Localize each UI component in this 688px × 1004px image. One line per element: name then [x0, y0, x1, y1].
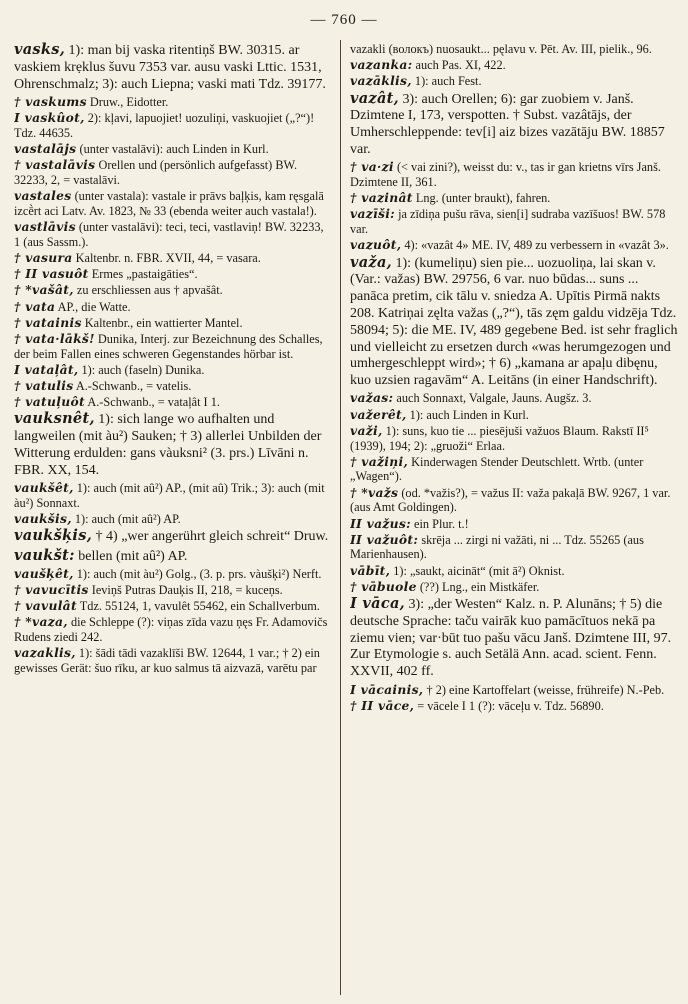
entry-body: (unter vastala): vastale ir prāvs baļķis, kam ręsgalā izcḕrt aci Latv. Av. 1823, № 33 (ebenda weiter auch vastala!).	[14, 189, 324, 218]
entry-headword: vaukšis,	[14, 511, 72, 527]
entry-headword: vaušķêt,	[14, 565, 74, 581]
entry-body: (??) Lng., ein Mistkäfer.	[416, 579, 540, 594]
entry-headword: vazaklis,	[14, 645, 76, 661]
entry-headword: † II vasuôt	[14, 266, 89, 282]
entry-headword: vaukšķis,	[14, 527, 93, 545]
entry-headword: † vastalāvis	[14, 157, 96, 173]
dictionary-entry	[14, 251, 332, 266]
dictionary-entry	[14, 316, 332, 331]
entry-headword: † vatulis	[14, 378, 74, 394]
dictionary-entry	[350, 408, 678, 423]
dictionary-entry	[350, 596, 678, 681]
dictionary-entry	[14, 300, 332, 315]
dictionary-entry	[350, 683, 678, 698]
dictionary-entry	[14, 528, 332, 546]
dictionary-entry	[350, 238, 678, 253]
dictionary-entry	[14, 363, 332, 378]
dictionary-entry	[14, 220, 332, 249]
entry-body: skrēja ... zirgi ni važāti, ni ... Tdz. 55265 (aus Marienhausen).	[350, 532, 644, 562]
entry-headword: † vata·lākš!	[14, 330, 95, 346]
dictionary-entry	[350, 207, 678, 236]
entry-headword: † vazinât	[350, 190, 413, 206]
dictionary-entry	[14, 142, 332, 157]
dictionary-entry	[350, 699, 678, 714]
dictionary-entry	[350, 564, 678, 579]
dictionary-entry	[14, 548, 332, 566]
entry-body: die Schleppe (?): viņas zīda vazu ņęs Fr. Adamovičs Rudens ziedi 242.	[14, 615, 328, 645]
entry-body: Dunika, Interj. zur Bezeichnung des Schalles, der beim Fallen eines schweren Gegenstandes hörbar ist.	[14, 331, 323, 361]
dictionary-entry	[14, 583, 332, 598]
entry-body: Orellen und (persönlich aufgefasst) BW. 32233, 2, = vastalāvi.	[14, 158, 298, 187]
entry-headword: I vācainis,	[350, 681, 424, 697]
entry-body: Kinderwagen Stender Deutschlett. Wrtb. (unter „Wagen“).	[350, 454, 644, 484]
entry-body: (< vai zini?), weisst du: v., tas ir gan krietns vīrs Janš. Dzimtene II, 361.	[350, 160, 661, 189]
column-divider	[340, 40, 341, 995]
entry-body: 1): man bij vaska ritentiņš BW. 30315. ar vaskiem krẹklus šuvu 7353 var. ausu vaski Lttic. 1531, Ohrenschmalz; 3): auch Liepna; vaski mati Tdz. 39177.	[14, 43, 326, 92]
entry-body: ein Plur. t.!	[410, 516, 469, 531]
entry-headword: vābīt,	[350, 562, 391, 578]
entry-headword: I vaskûot,	[14, 110, 85, 126]
entry-body: 2): kļavi, lapuojiet! uozuliņi, vaskuojiet („?“)! Tdz. 44635.	[14, 111, 315, 140]
entry-body: 1): sich lange wo aufhalten und langweilen (mit àu²) Sauken; † 3) allerlei Unbilden der Witterung erdulden: gans vàuksni² (3. prs.) Līvāni n. FBR. XX, 154.	[14, 412, 322, 478]
entry-body: (unter vastalāvi): teci, teci, vastlaviņ! BW. 32233, 1 (aus Sassm.).	[14, 220, 324, 249]
entry-body: auch Sonnaxt, Valgale, Jauns. Augšz. 3.	[393, 391, 592, 406]
dictionary-entry	[14, 599, 332, 614]
entry-body: Kaltenbr., ein wattierter Mantel.	[81, 315, 243, 330]
dictionary-entry	[350, 580, 678, 595]
entry-body: 1): auch (mit àu²) Golg., (3. p. prs. vàušķi²) Nerft.	[73, 566, 322, 581]
entry-headword: † vatuļuôt	[14, 394, 85, 410]
dictionary-entry	[14, 111, 332, 140]
entry-body: = vācele I 1 (?): vāceļu v. Tdz. 56890.	[414, 698, 604, 713]
entry-headword: vaukšt:	[14, 546, 75, 564]
entry-headword: † vābuole	[350, 578, 417, 594]
entry-headword: važi,	[350, 422, 383, 438]
entry-headword: važerêt,	[350, 406, 407, 422]
entry-headword: vazāklis,	[350, 73, 412, 89]
entry-headword: † *vašât,	[14, 282, 74, 298]
entry-body: Lng. (unter braukt), fahren.	[412, 191, 551, 206]
dictionary-entry	[350, 42, 678, 57]
entry-body: 1): auch Fest.	[411, 74, 482, 89]
entry-headword: † II vāce,	[350, 697, 415, 713]
entry-headword: † vasura	[14, 249, 73, 265]
entry-body: 4): «vazât 4» ME. IV, 489 zu verbessern in «vazât 3».	[401, 238, 669, 253]
entry-body: zu erschliessen aus † apvašât.	[73, 283, 223, 298]
dictionary-entry	[350, 91, 678, 159]
entry-body: AP., die Watte.	[55, 299, 131, 314]
entry-headword: † važiņi,	[350, 453, 409, 469]
dictionary-entry	[14, 332, 332, 361]
dictionary-entry	[350, 58, 678, 73]
entry-headword: II važuôt:	[350, 531, 419, 547]
entry-headword: † *vaza,	[14, 614, 68, 630]
dictionary-entry	[14, 567, 332, 582]
entry-body: Druw., Eidotter.	[86, 94, 169, 109]
entry-headword: † vavucītis	[14, 582, 89, 598]
dictionary-entry	[350, 160, 678, 189]
entry-headword: vasks,	[14, 42, 66, 58]
dictionary-entry	[14, 189, 332, 218]
entry-headword: † *važs	[350, 484, 399, 500]
entry-headword: vastalājs	[14, 141, 77, 156]
entry-body: Kaltenbr. n. FBR. XVII, 44, = vasara.	[72, 250, 261, 265]
entry-headword: † vaskums	[14, 93, 87, 109]
entry-headword: vauksnêt,	[14, 410, 95, 428]
entry-headword: I vataļât,	[14, 361, 79, 377]
entry-body: Tdz. 55124, 1, vavulêt 55462, ein Schallverbum.	[76, 599, 320, 614]
dictionary-entry	[14, 158, 332, 187]
entry-headword: vazanka:	[350, 57, 413, 73]
dictionary-entry	[350, 391, 678, 406]
entry-body: bellen (mit aû²) AP.	[74, 548, 188, 564]
entry-headword: vazuôt,	[350, 237, 402, 253]
entry-body: (od. *važis?), = važus II: važa pakaļā BW. 9267, 1 var. (aus Amt Goldingen).	[350, 485, 671, 515]
entry-headword: † vatainis	[14, 314, 82, 330]
entry-headword: † va·zi	[350, 159, 394, 175]
entry-headword: vaukšêt,	[14, 480, 74, 496]
entry-headword: I vāca,	[350, 595, 406, 613]
dictionary-entry	[14, 42, 332, 93]
dictionary-entry	[350, 517, 678, 532]
entry-body: 1): auch (mit aû²) AP.	[71, 512, 181, 527]
dictionary-entry	[14, 379, 332, 394]
entry-body: 1): suns, kuo tie ... piesējuši važuos Blaum. Rakstī II⁵ (1939), 194; 2): „gruoži“ Erlaa.	[350, 423, 649, 453]
dictionary-entry	[14, 646, 332, 675]
dictionary-entry	[14, 267, 332, 282]
dictionary-entry	[350, 455, 678, 484]
entry-headword: važa,	[350, 253, 392, 271]
entry-body: vazakli (волокъ) nuosaukt... pęlavu v. Pēt. Av. III, pielik., 96.	[350, 42, 652, 56]
dictionary-entry	[350, 74, 678, 89]
dictionary-entry	[14, 283, 332, 298]
dictionary-entry	[350, 486, 678, 515]
entry-body: ja zīdiņa pušu rāva, sien[i] sudraba vazīšuos! BW. 578 var.	[350, 207, 666, 237]
entry-headword: važas:	[350, 390, 394, 406]
entry-headword: vastales	[14, 188, 72, 204]
dictionary-entry	[350, 533, 678, 562]
entry-body: 1): (kumeliņu) sien pie... uozuoliņa, lai skan v. (Var.: važas) BW. 29756, 6 var. nuo būdas... suns ... panāca pretim, cik tālu v. sniedza A. Upītis Pirmā nakts 208. Katriņai zęlta važas („?“), tās zęm galdu vidzēja Tdz. 58094; 5): die ME. IV, 489 gegebene Bed. ist sehr fraglich und vielleicht zu ersetzen durch «was herumgezogen und umhergeschleppt wird»; † 6) „kamana ar apaļu dibęnu, kuo uzsien ragavām“ A. Leitāns (in einer Handschrift).	[350, 255, 678, 389]
entry-body: 1): auch Linden in Kurl.	[406, 407, 529, 422]
entry-body: A.-Schwanb., = vataļât I 1.	[84, 395, 220, 410]
dictionary-entry	[14, 481, 332, 510]
right-column	[350, 42, 678, 994]
entry-body: 3): „der Westen“ Kalz. n. P. Alunāns; † 5) die deutsche Sprache: taču vairāk kuo pamācītuos nekā pa ziemu vien; var·būt tuo pašu vācu Janš. Dzimtene III, 97. Zur Etymologie s. auch Setälä Ann. acad. scient. Fenn. XXVII, 402 ff.	[350, 597, 672, 680]
entry-headword: vazât,	[350, 89, 399, 107]
entry-headword: II važus:	[350, 515, 411, 531]
dictionary-entry	[14, 512, 332, 527]
dictionary-entry	[14, 615, 332, 644]
dictionary-entry	[14, 95, 332, 110]
entry-headword: † vata	[14, 298, 56, 314]
entry-body: auch Pas. XI, 422.	[412, 58, 506, 73]
dictionary-entry	[350, 255, 678, 390]
page-number: — 760 —	[310, 12, 378, 28]
entry-body: A.-Schwanb., = vatelis.	[73, 379, 192, 394]
entry-body: † 4) „wer angerührt gleich schreit“ Druw.	[92, 529, 329, 545]
entry-body: 1): auch (mit aû²) AP., (mit aû) Trik.; 3): auch (mit àu²) Sonnaxt.	[14, 481, 325, 510]
dictionary-entry	[14, 411, 332, 479]
entry-body: (unter vastalāvi): auch Linden in Kurl.	[76, 142, 269, 156]
entry-headword: vazīši:	[350, 206, 396, 222]
dictionary-entry	[14, 395, 332, 410]
entry-body: † 2) eine Kartoffelart (weisse, frühreife) N.-Peb.	[423, 682, 665, 697]
entry-headword: † vavulât	[14, 598, 77, 614]
entry-body: Ieviņš Putras Dauķis II, 218, = kuceņs.	[88, 583, 283, 598]
entry-body: 1): šādi tādi vazaklīši BW. 12644, 1 var.; † 2) ein gewisses Gerät: šuo rīku, ar kuo salmus tā aizvazā, varētu par	[14, 646, 320, 676]
entry-body: 1): „saukt, aicināt“ (mit ā²) Oknist.	[390, 563, 565, 578]
dictionary-entry	[350, 424, 678, 453]
entry-headword: vastlāvis	[14, 219, 76, 235]
entry-body: 3): auch Orellen; 6): gar zuobiem v. Janš. Dzimtene I, 173, verspotten. † Subst. vazâtājs, der Umherschleppende: tev[i] aiz bizes vazātāju BW. 18857 var.	[350, 91, 665, 157]
entry-body: Ermes „pastaigāties“.	[88, 267, 198, 282]
left-column	[14, 42, 332, 994]
dictionary-entry	[350, 191, 678, 206]
entry-body: 1): auch (faseln) Dunika.	[78, 362, 205, 377]
